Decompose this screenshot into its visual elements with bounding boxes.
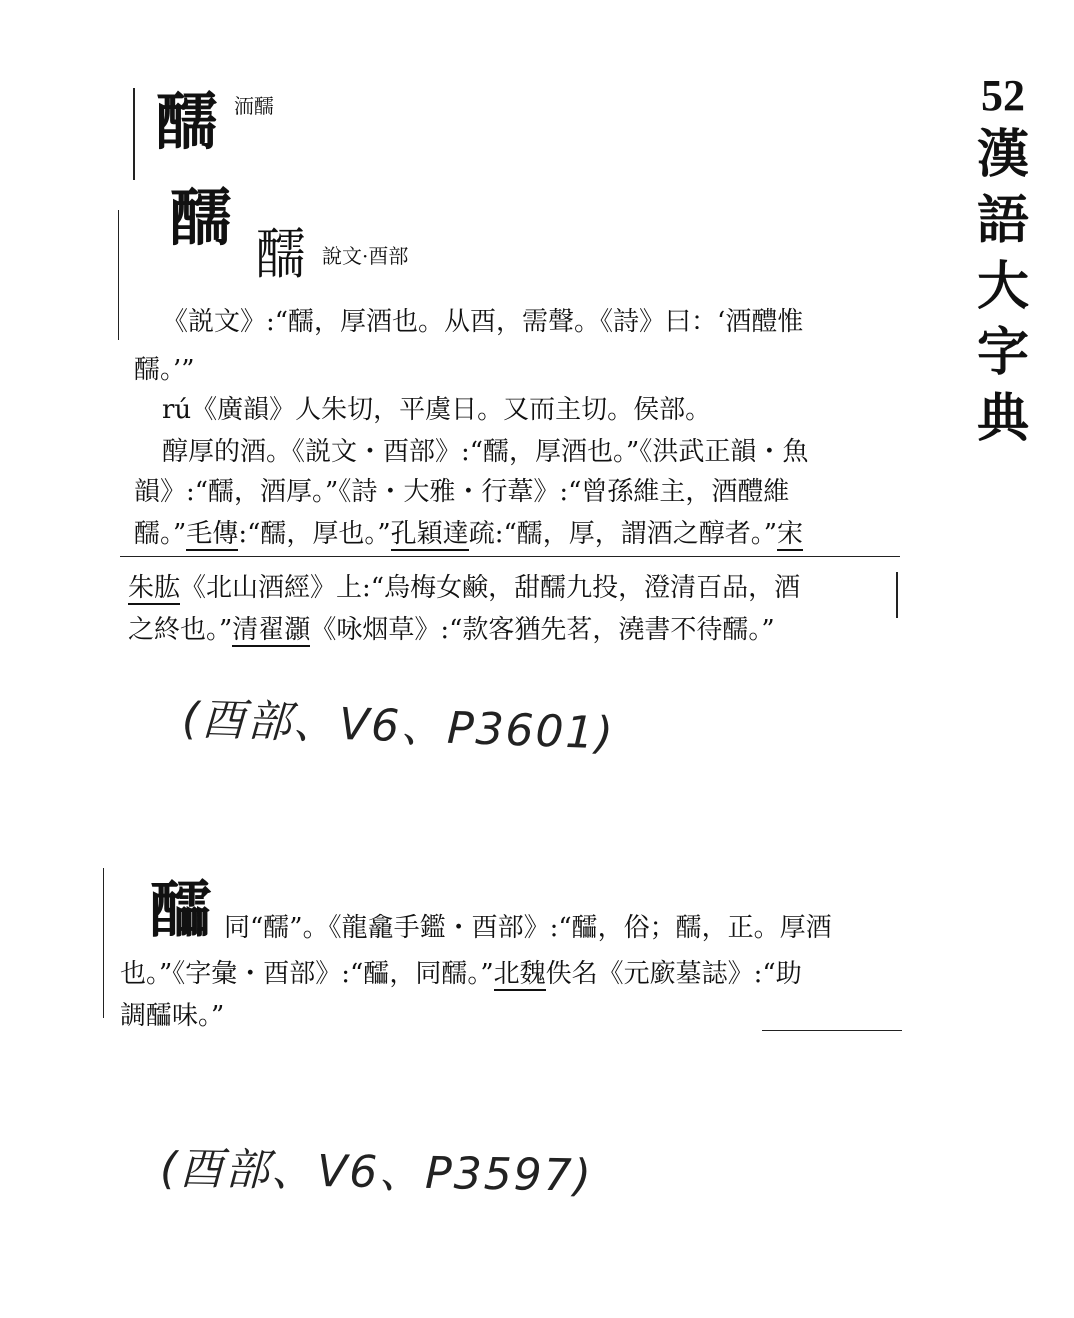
seal-source: 說文·酉部 xyxy=(322,244,409,268)
book-sidebar-title xyxy=(968,70,1038,452)
entry-line xyxy=(128,610,775,650)
entry-line xyxy=(128,568,800,608)
person-name: 朱肱 xyxy=(128,573,181,603)
text: 醹。” xyxy=(134,519,187,549)
entry-line: 醇厚的酒。《説文・酉部》:“醹，厚酒也。”《洪武正韻・魚 xyxy=(162,437,809,467)
title-char: 典 xyxy=(976,388,1029,449)
title-char: 大 xyxy=(976,256,1029,317)
entry-line: 同“醹”。《龍龕手鑑・酉部》:“醽，俗；醹，正。厚酒 xyxy=(224,913,832,943)
seal-script-char: 醹 xyxy=(256,222,306,287)
margin-bar xyxy=(103,868,104,1018)
margin-bracket xyxy=(118,210,119,340)
text: 之終也。” xyxy=(128,615,233,645)
divider-dash xyxy=(762,1030,902,1031)
page-number: 52 xyxy=(981,71,1025,120)
text: 佚名《元廞墓誌》:“助 xyxy=(545,959,802,989)
entry-line xyxy=(120,954,802,994)
handwritten-reference-note: (酉部、V6、P3597) xyxy=(159,1143,594,1202)
text: 疏:“醹，厚，謂酒之醇者。” xyxy=(468,519,778,549)
title-char: 字 xyxy=(976,322,1029,383)
text: 《咏烟草》:“款客猶先茗，澆書不待醹。” xyxy=(310,615,775,645)
margin-bar-right xyxy=(896,572,898,618)
text: :“醹，厚也。” xyxy=(238,519,391,549)
entry-head-char-large: 醹 xyxy=(170,181,233,254)
entry-line: 調醽味。” xyxy=(120,1001,225,1031)
dynasty-name: 北魏 xyxy=(493,959,546,989)
entry-line: 《説文》:“醹，厚酒也。从酉，需聲。《詩》曰：‘酒醴惟 xyxy=(162,307,804,337)
entry-head-char: 醽 xyxy=(150,873,213,946)
handwritten-reference-note: (酉部、V6、P3601) xyxy=(181,693,616,760)
person-name: 清翟灝 xyxy=(232,615,311,645)
dynasty-name: 宋 xyxy=(777,519,804,549)
variant-note: 洏醹 xyxy=(234,94,274,118)
text: 《北山酒經》上:“烏梅女鹸，甜醹九投，澄清百品，酒 xyxy=(180,573,801,603)
person-name: 毛傳 xyxy=(186,519,239,549)
entry-line: 韻》:“醹，酒厚。”《詩・大雅・行葦》:“曾孫維主，酒醴維 xyxy=(134,477,790,507)
person-name: 孔穎達 xyxy=(390,519,469,549)
entry-line xyxy=(134,514,803,554)
entry-line: 醹。’” xyxy=(134,355,195,385)
margin-bar xyxy=(133,88,135,180)
page-seam-line xyxy=(120,556,900,557)
entry-head-char: 醹 xyxy=(156,85,219,158)
title-char: 語 xyxy=(976,190,1029,251)
entry-line: rú《廣韻》人朱切，平虞日。又而主切。侯部。 xyxy=(162,395,712,425)
text: 也。”《字彙・酉部》:“醽，同醹。” xyxy=(120,959,494,989)
title-char: 漢 xyxy=(976,124,1029,185)
